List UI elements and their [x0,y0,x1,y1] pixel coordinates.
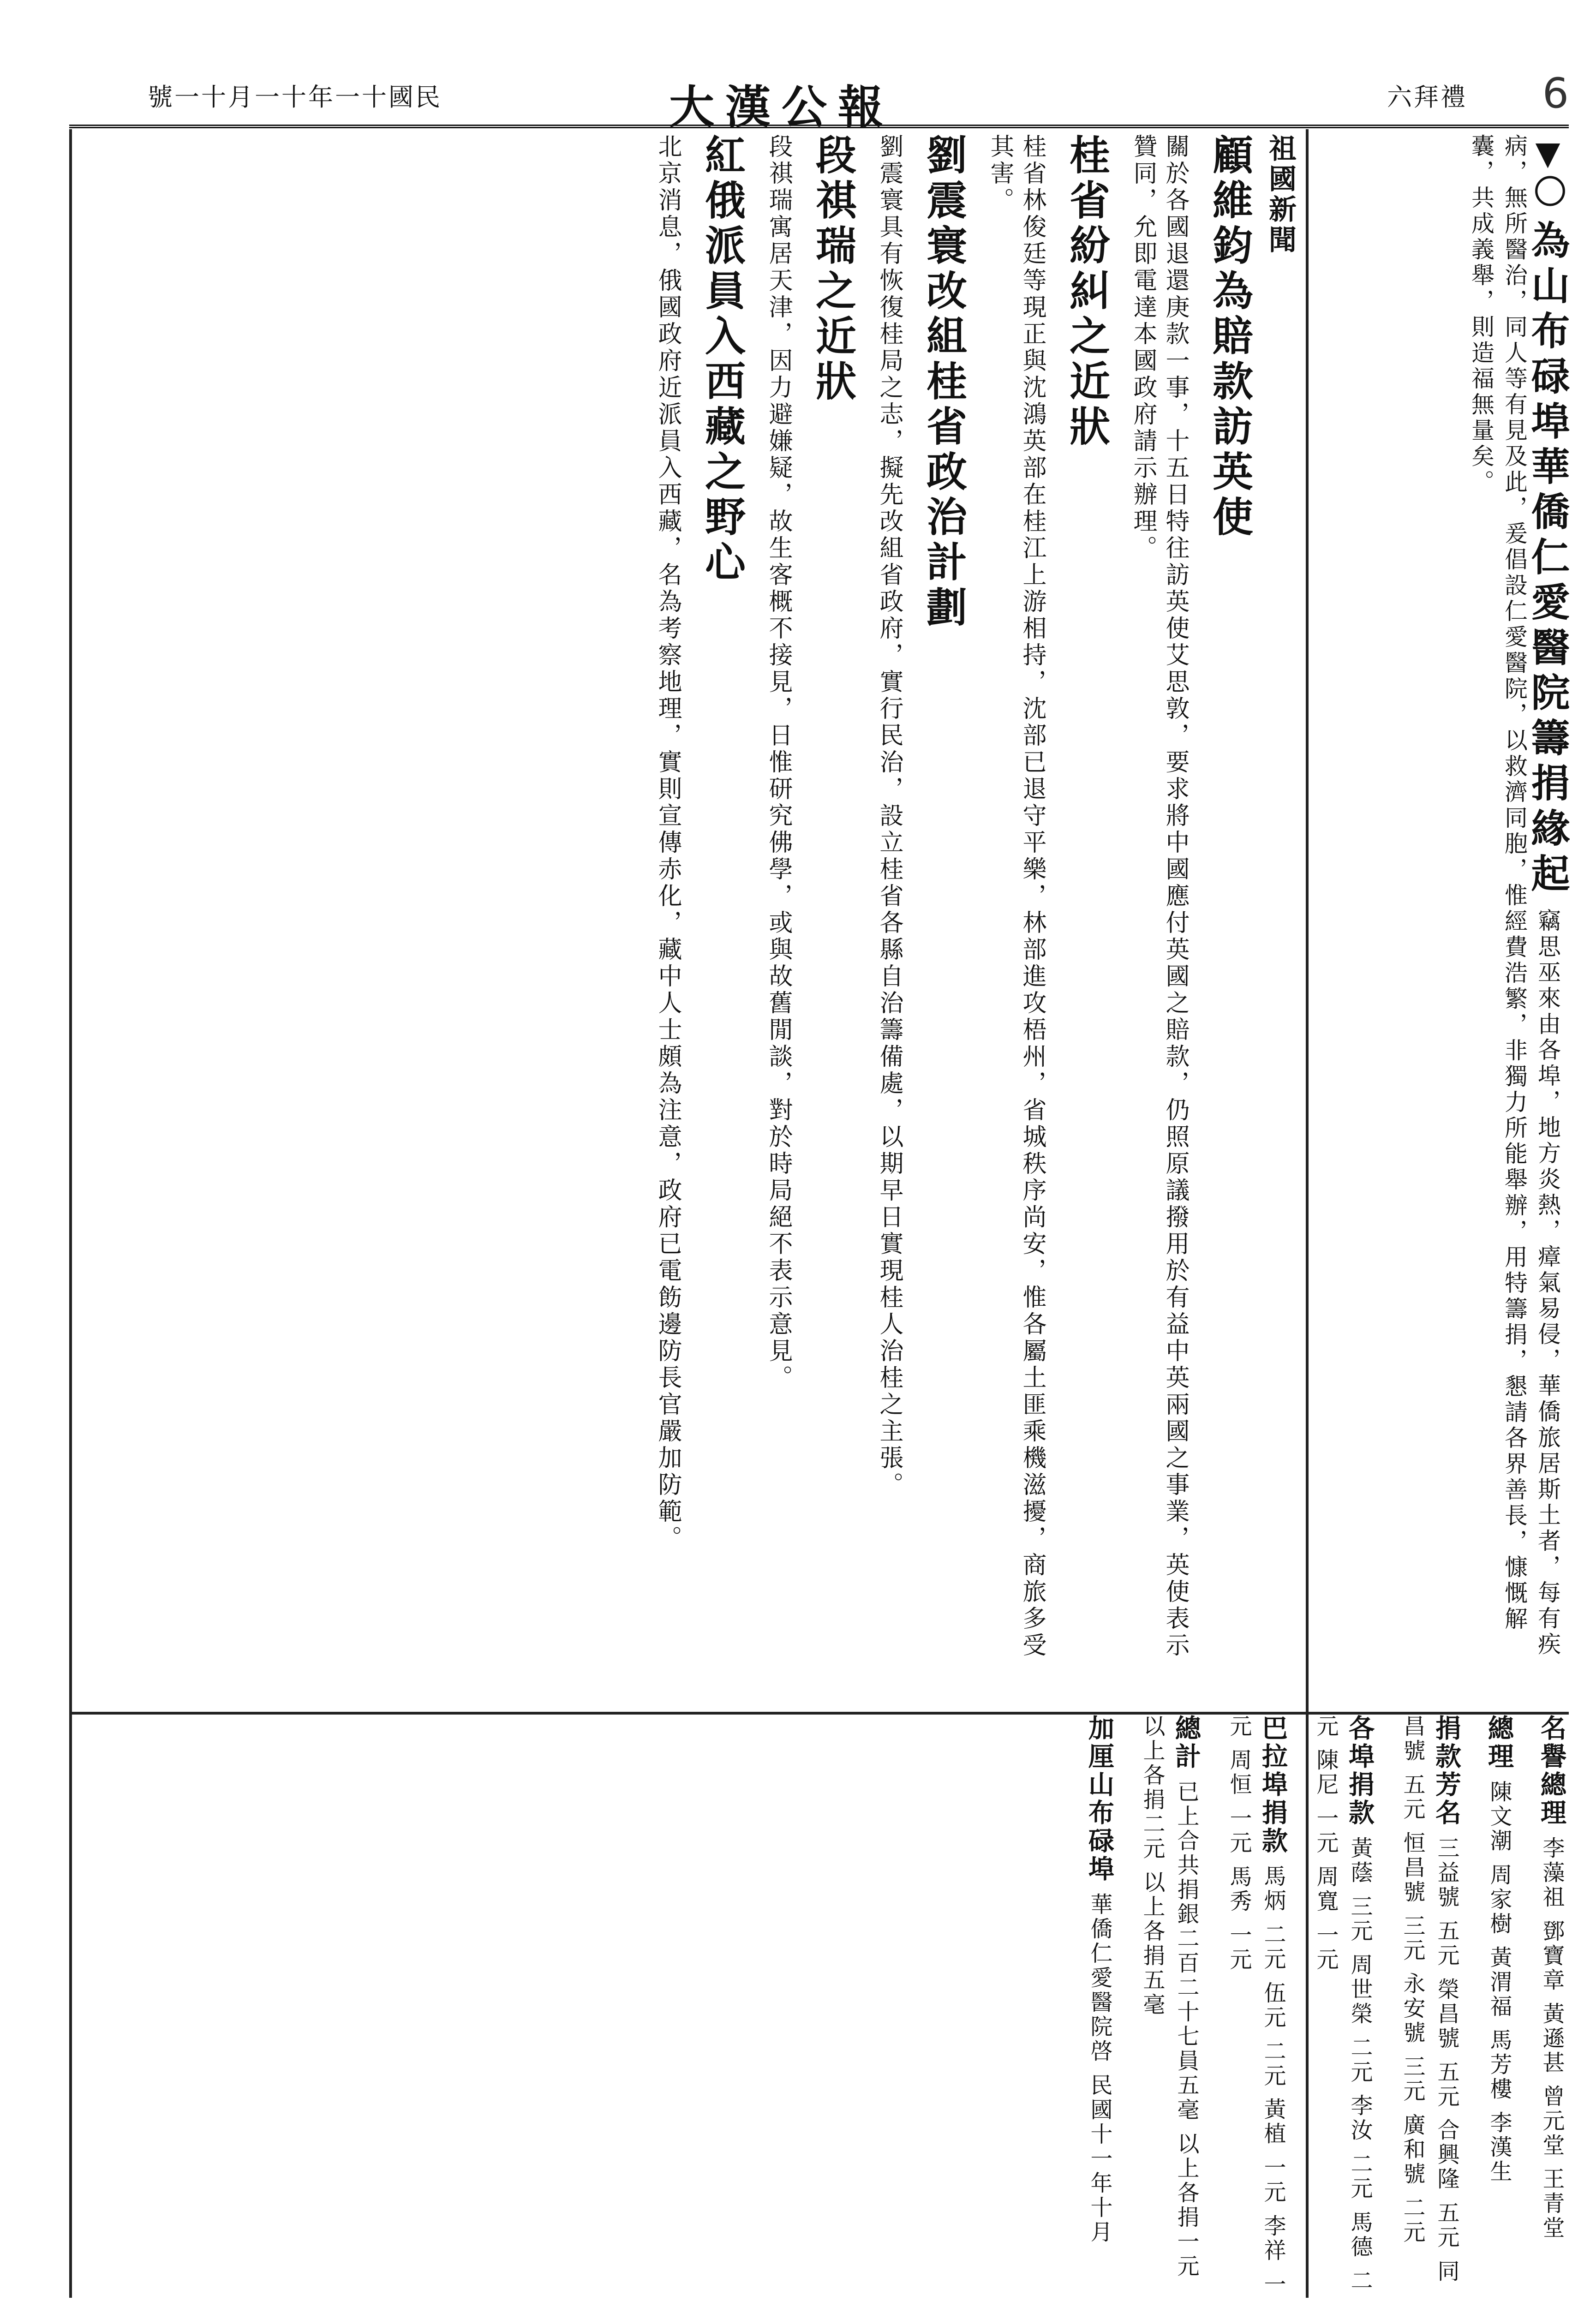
donor-entry: 三益號 五元 [1434,1836,1459,1968]
donor-list-head: 總計 [1171,1715,1201,1771]
article-body: 關於各國退還庚款一事，十五日特往訪英使艾思敦，要求將中國應付英國之賠款，仍照原議撥用於有益中英兩國之事業，英使表示贊同，允即電達本國政府請示辦理。 [1129,134,1189,1659]
article-headline: 段祺瑞之近狀 [809,134,857,405]
article-gu-weijun [1127,134,1297,1666]
donor-entry: 以上各捐五毫 [1139,1871,1165,2018]
donor-entry: 黃植 一元 [1260,2098,1286,2205]
hospital-notice [1315,134,1571,1666]
donor-lists-section [69,1712,1569,2301]
masthead [69,69,1569,134]
donor-list [1535,1715,1569,2301]
article-red-russia-tibet [652,134,750,1666]
donor-entry: 伍元 二元 [1260,1981,1286,2089]
donor-list [1135,1715,1203,2301]
donor-list [1222,1715,1290,2301]
notice-marker: ▼〇 [1529,134,1567,210]
donor-entry: 以上各捐二元 [1139,1715,1165,1861]
notice-body: 竊思巫來由各埠，地方炎熱，瘴氣易侵，華僑旅居斯土者，每有疾病，無所醫治，同人等有見及此，爰倡設仁愛醫院，以救濟同胞，惟經費浩繁，非獨力所能舉辦，用特籌捐，懇請各界善長，慷慨解囊，共成義舉，則造福無量矣。 [1468,134,1561,1658]
donor-entry: 廣和號 二元 [1399,2113,1425,2245]
donor-entry: 王青堂 [1539,2167,1565,2241]
article-guangxi-dispute [984,134,1115,1666]
article-liu-zhenhuan [873,134,972,1666]
donor-entry: 曾元堂 [1539,2085,1565,2158]
donor-entry: 馬秀 一元 [1226,1865,1252,1972]
donor-lists-row [69,1715,1569,2301]
donor-entry: 馬德 二元 [1313,1715,1373,2294]
article-headline: 紅俄派員入西藏之野心 [699,134,747,586]
donor-entry: 榮昌號 五元 [1434,1977,1459,2110]
donor-list-head: 巴拉埠捐款 [1258,1715,1288,1855]
donor-entry: 周恒 一元 [1226,1748,1252,1856]
donor-entry: 合興隆 五元 [1434,2118,1459,2250]
donor-entry: 馬炳 二元 [1260,1865,1286,1972]
section-kicker: 祖國新聞 [1264,134,1297,256]
donor-entry: 恒昌號 三元 [1399,1831,1425,1963]
newspaper-page [69,69,1569,2307]
donor-entry: 黃遜甚 [1539,2002,1565,2075]
closing-line: 民國十一年十月 [1087,2073,1112,2245]
donor-entry: 永安號 三元 [1399,1972,1425,2104]
donor-entry: 以上各捐一元 [1173,2132,1199,2279]
donor-list-head: 各埠捐款 [1345,1715,1375,1827]
donor-entry: 黃蔭 三元 [1347,1836,1373,1944]
masthead-paper-name: 大漢公報 [669,81,895,134]
donor-entry: 同昌號 五元 [1399,1715,1459,2284]
donor-list-head: 捐款芳名 [1431,1715,1462,1827]
donor-list-head: 總理 [1484,1715,1514,1771]
news-column [78,134,1297,1666]
donor-entry: 陳尼 一元 [1313,1748,1339,1856]
article-body: 段祺瑞寓居天津，因力避嫌疑，故生客概不接見，日惟研究佛學，或與故舊閒談，對於時局絕不表示意見。 [765,134,792,1392]
closing-signature [1082,1715,1117,2301]
donor-entry: 鄧寶章 [1539,1919,1565,1993]
page-number-handwritten: 6 [1542,69,1569,118]
donor-entry: 李藻祖 [1539,1836,1565,1910]
donor-entry: 周家樹 [1486,1863,1512,1936]
donor-entry: 周寬 一元 [1313,1865,1339,1972]
masthead-section: 六拜禮 [1387,83,1467,112]
donor-entry: 黃渭福 [1486,1945,1512,2019]
donor-list [1395,1715,1464,2301]
donor-entry: 李漢生 [1486,2111,1512,2185]
closing-line: 華僑仁愛醫院啓 [1087,1893,1112,2064]
article-headline: 桂省紛糾之近狀 [1063,134,1111,450]
closing-line: 加厘山布碌埠 [1084,1715,1115,1883]
donor-list-head: 名譽總理 [1536,1715,1567,1827]
article-body: 桂省林俊廷等現正與沈鴻英部在桂江上游相持，沈部已退守平樂，林部進攻梧州，省城秩序尚安，惟各屬土匪乘機滋擾，商旅多受其害。 [986,134,1046,1659]
donor-entry: 周世榮 二元 [1347,1953,1373,2085]
article-headline: 劉震寰改組桂省政治計劃 [920,134,968,631]
donor-entry: 李祥 一元 [1226,1715,1286,2297]
notice-title: 為山布碌埠華僑仁愛醫院籌捐緣起 [1525,220,1571,898]
donor-entry: 陳文潮 [1486,1780,1512,1854]
article-headline: 顧維鈞為賠款訪英使 [1206,134,1254,541]
donor-list [1309,1715,1377,2301]
donor-entry: 馬芳樓 [1486,2028,1512,2102]
donor-entry: 已上合共捐銀二百二十七員五毫 [1173,1780,1199,2123]
article-body: 劉震寰具有恢復桂局之志，擬先改組省政府，實行民治，設立桂省各縣自治籌備處，以期早日實現桂人治桂之主張。 [875,134,903,1499]
donor-entry: 李汝 二元 [1347,2094,1373,2201]
article-body: 北京消息，俄國政府近派員入西藏，名為考察地理，實則宣傳赤化，藏中人士頗為注意，政府已電飭邊防長官嚴加防範。 [654,134,681,1552]
masthead-date: 號一十月一十年一十國民 [148,83,442,112]
article-duan-qirui [762,134,861,1666]
donor-list [1482,1715,1516,2301]
